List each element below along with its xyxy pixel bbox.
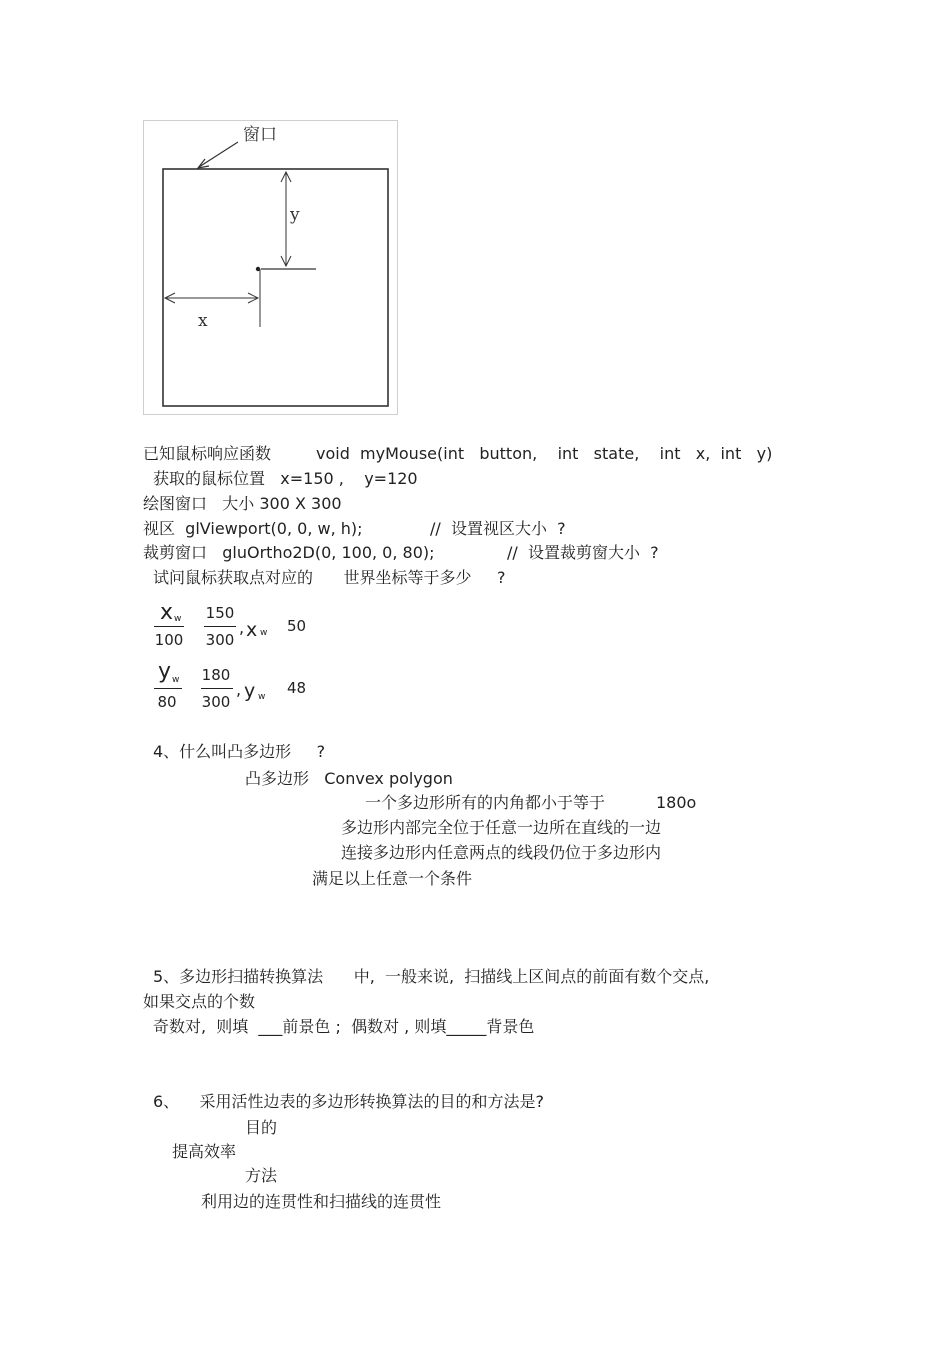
- formula1-sub: w: [174, 614, 182, 624]
- line-question: 试问鼠标获取点对应的 世界坐标等于多少 ?: [153, 568, 506, 587]
- formula1-var: x: [160, 600, 174, 625]
- q4-condition-3: 连接多边形内任意两点的线段仍位于多边形内: [341, 843, 662, 862]
- line-viewport: 视区 glViewport(0, 0, w, h);: [143, 519, 363, 538]
- formula2-num2: 180: [201, 666, 231, 684]
- formula1-num2: 150: [205, 604, 235, 622]
- line-mouse-position: 获取的鼠标位置 x=150 , y=120: [153, 469, 418, 488]
- formula1-result: 50: [287, 617, 307, 635]
- line-clip-comment: // 设置裁剪窗大小 ?: [507, 543, 659, 562]
- y-label: y: [290, 205, 300, 225]
- formula1-var2: x: [246, 619, 258, 641]
- formula1-den: 100: [154, 631, 184, 649]
- q6-title: 6、 采用活性边表的多边形转换算法的目的和方法是?: [153, 1092, 545, 1111]
- window-frame: [163, 169, 388, 406]
- q4-title: 4、什么叫凸多边形 ?: [153, 742, 326, 761]
- q5-line-1: 5、多边形扫描转换算法 中, 一般来说, 扫描线上区间点的前面有数个交点,: [153, 967, 710, 986]
- window-label: 窗口: [243, 125, 277, 145]
- q6-method: 利用边的连贯性和扫描线的连贯性: [201, 1192, 442, 1211]
- formula1-comma: ,: [239, 618, 245, 637]
- formula2-den2: 300: [201, 693, 231, 711]
- window-coordinate-diagram: [143, 120, 398, 415]
- line-viewport-comment: // 设置视区大小 ?: [430, 519, 566, 538]
- q4-condition-1: 一个多边形所有的内角都小于等于: [365, 793, 606, 812]
- formula2-result: 48: [287, 679, 307, 697]
- line-clip-window: 裁剪窗口 gluOrtho2D(0, 100, 0, 80);: [143, 543, 435, 562]
- formula2-var2: y: [244, 680, 256, 702]
- line-mouse-function-sig: void myMouse(int button, int state, int x, int y): [316, 444, 773, 463]
- q4-conclusion: 满足以上任意一个条件: [312, 869, 473, 888]
- formula2-sub: w: [172, 675, 180, 685]
- formula2-den: 80: [157, 693, 177, 711]
- q5-line-2: 如果交点的个数: [143, 992, 256, 1011]
- q6-method-label: 方法: [245, 1166, 278, 1185]
- formula1-den2: 300: [205, 631, 235, 649]
- x-label: x: [198, 311, 208, 331]
- q5-line-3: 奇数对, 则填 ___前景色 ; 偶数对 , 则填_____背景色: [153, 1017, 535, 1036]
- formula2-sub2: w: [258, 692, 266, 702]
- line-mouse-function-label: 已知鼠标响应函数: [143, 444, 272, 463]
- q6-purpose: 提高效率: [172, 1142, 237, 1161]
- q4-condition-2: 多边形内部完全位于任意一边所在直线的一边: [341, 818, 662, 837]
- q4-term: 凸多边形 Convex polygon: [245, 769, 453, 788]
- formula2-var: y: [158, 659, 172, 684]
- formula2-comma: ,: [236, 680, 242, 699]
- formula1-sub2: w: [260, 628, 268, 638]
- line-window-size: 绘图窗口 大小 300 X 300: [143, 494, 342, 513]
- q6-purpose-label: 目的: [245, 1118, 278, 1137]
- q4-condition-1-value: 180o: [656, 793, 697, 812]
